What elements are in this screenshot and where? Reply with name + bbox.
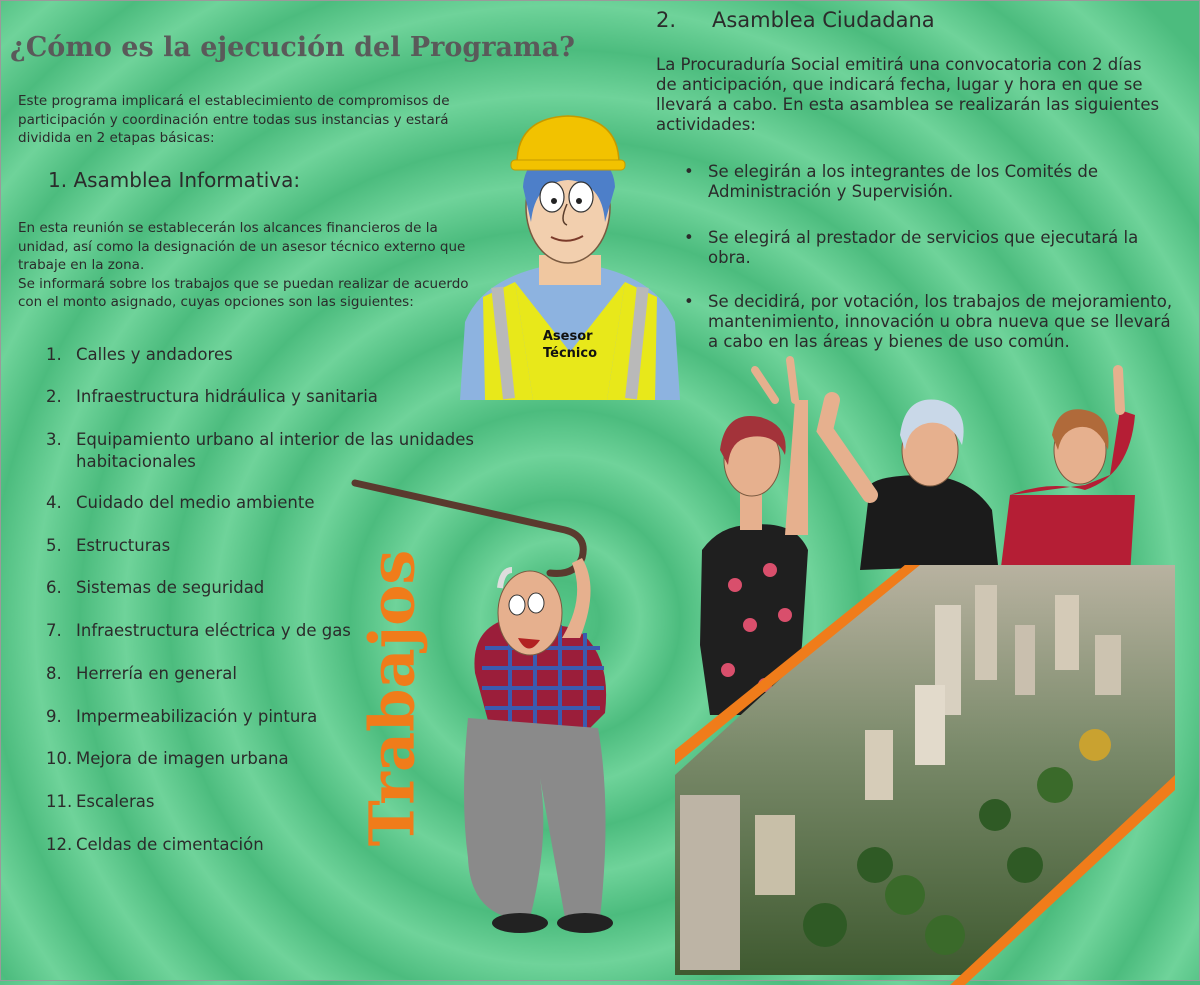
section1-text	[18, 219, 488, 312]
technical-advisor-illustration	[455, 112, 685, 402]
page-title: ¿Cómo es la ejecución del Programa?	[10, 32, 575, 63]
list-item: 4. Cuidado del medio ambiente	[46, 493, 315, 512]
city-aerial-photo	[675, 565, 1190, 985]
list-item: 5. Estructuras	[46, 536, 171, 555]
list-item: 7. Infraestructura eléctrica y de gas	[46, 621, 351, 640]
section1-paragraph-1: En esta reunión se establecerán los alcances financieros de la unidad, así como la designación de un asesor técnico externo que trabaje en la zona.	[18, 220, 466, 273]
trabajos-side-label: Trabajos	[355, 549, 429, 847]
list-item: • Se elegirá al prestador de servicios que ejecutará la obra.	[684, 228, 1178, 268]
elderly-man-illustration	[350, 478, 630, 948]
list-item: • Se elegirán a los integrantes de los Comités de Administración y Supervisión.	[684, 162, 1178, 202]
list-item: 6. Sistemas de seguridad	[46, 578, 265, 597]
list-item: 1. Calles y andadores	[46, 345, 233, 364]
list-item: 2. Infraestructura hidráulica y sanitaria	[46, 387, 378, 406]
section1-heading: 1. Asamblea Informativa:	[48, 168, 301, 192]
intro-paragraph: Este programa implicará el establecimiento de compromisos de participación y coordinación entre todas sus instancias y estará dividida en 2 etapas básicas:	[18, 93, 450, 146]
list-item: 3. Equipamiento urbano al interior de las unidades habitacionales	[46, 430, 475, 471]
list-item: 9. Impermeabilización y pintura	[46, 707, 318, 726]
vest-label: Asesor Técnico	[542, 329, 598, 361]
list-item: 8. Herrería en general	[46, 664, 237, 683]
section2-heading: 2. Asamblea Ciudadana	[656, 8, 935, 32]
section1-paragraph-2: Se informará sobre los trabajos que se puedan realizar de acuerdo con el monto asignado, cuyas opciones son las siguientes:	[18, 275, 469, 310]
section2-paragraph: La Procuraduría Social emitirá una convocatoria con 2 días de anticipación, que indicará fecha, lugar y hora en que se llevará a cabo. En esta asamblea se realizarán las siguientes actividades:	[656, 55, 1160, 134]
list-item: 11. Escaleras	[46, 792, 155, 811]
list-item: 12. Celdas de cimentación	[46, 835, 264, 854]
list-item: • Se decidirá, por votación, los trabajos de mejoramiento, mantenimiento, innovación u obra nueva que se llevará a cabo en las áreas y bienes de uso común.	[684, 292, 1178, 352]
list-item: 10. Mejora de imagen urbana	[46, 749, 289, 768]
